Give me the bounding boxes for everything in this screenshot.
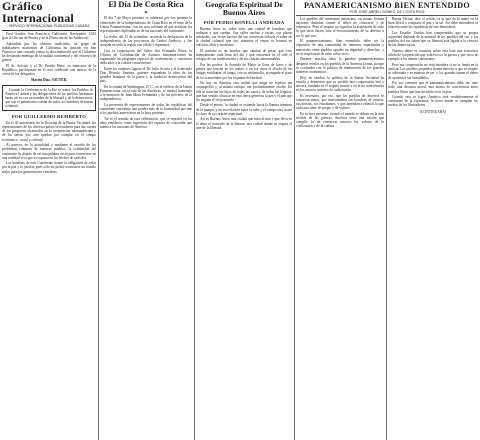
paragraph: En la ciudad de Washington, D. C., en el edificio de la Unión Panamericana, en su sala de las Américas, se rendirá homenaje a la memoria de Juan Mora Fernández y de los próceres de la independencia. bbox=[100, 84, 192, 102]
paragraph: Martín Díaz, SAUTEB. bbox=[31, 77, 67, 82]
paragraph: Pero esa cooperación no será duradera si no se funda en la justicia. Los pueblos pequeños tienen derecho a que se respete su soberanía y su manera de ser, y los grandes tienen el deber de ayudarlos sin humillarlos. bbox=[388, 63, 478, 80]
paragraph: Durante muchos años la palabra panamericanismo despertó recelos en los pueblos de la América Latina, porque se confundía con la política de dominación de los grandes intereses económicos. bbox=[296, 57, 384, 74]
paragraph: Por eso creemos que el panamericanismo debe ser, ante todo, una doctrina moral, una norma de convivencia entre pueblos libres que han decidido vivir en paz. bbox=[388, 81, 478, 94]
paragraph: Aplaudido por los obreros sindicados, un grupo de trabajadores marítimos de California ha iniciado en San Francisco una cruzada contra la discriminación que el Gobierno ha declarado enemiga de la unidad continental y del esfuerzo de guerra. bbox=[2, 41, 96, 63]
paragraph: En la hora presente, cuando el mundo se debate en la más terrible de las guerras, América tiene una misión que cumplir: la de conservar intactos los valores de la civilización y de la cultura. bbox=[296, 111, 384, 129]
section-heading: POR GUILLERMO REMBERTO bbox=[11, 113, 87, 119]
paragraph: Desde el puerto, la ciudad se extiende hacia la llanura inmensa de la pampa, y en esa relación entre la urbe y el campo está acaso la clave de su carácter espiritual. bbox=[196, 103, 292, 116]
paragraph: Nuestro deber es construir sobre esta base una estructura sólida de cooperación que sobreviva a la guerra y que sirva de ejemplo a los demás continentes. bbox=[388, 49, 478, 62]
paragraph: Los Estados Unidos han comprendido que su propia seguridad depende de la amistad de los pueblos del sur, y los pueblos del sur saben que su libertad está ligada a la victoria de las democracias. bbox=[388, 30, 478, 48]
column-panamericanismo-1 bbox=[296, 17, 384, 440]
paragraph: Tal es el sentido de esta celebración, que se repetirá en los años venideros como expresión del espíritu de concordia que anima a las naciones de América. bbox=[100, 116, 192, 130]
boxed-notice-text: Cuando la Conferencia de la Paz se reúna, los Pueblos de América Central y las delegaciones de los pueblos hermanos harán oír su voz en nombre de la libertad y de la democracia, que son el patrimonio común de todos los hombres de buena voluntad. bbox=[5, 87, 93, 109]
column-panamericanismo-2 bbox=[388, 17, 478, 440]
paragraph: Buenos Aires es, sobre todo, una ciudad de hombres que trabajan y que sueñan. Sus calles anchas y rectas, sus plazas arboladas, sus viejos barrios del sur conservan todavía el sabor de la ciudad colonial que fue, mientras el centro se levanta en edificios altos y modernos. bbox=[196, 26, 292, 48]
column-divider bbox=[98, 0, 99, 440]
paragraph: Entre los oradores figuran el Dr. Julio Acosta y el licenciado Don Ricardo Jiménez, quienes expondrán la obra de los grandes hombres de la patria y la tradición democrática del país. bbox=[100, 66, 192, 84]
column-divider bbox=[294, 0, 295, 440]
article-title: Gráfico Internacional bbox=[2, 0, 74, 25]
paragraph: El panamericanismo, bien entendido, debe ser la expresión de una comunidad de intereses espirituales y materiales entre pueblos iguales en dignidad y derechos, y no la imposición de unos sobre otros. bbox=[296, 39, 384, 56]
paragraph: Cuando esto se logre, América será verdaderamente el continente de la esperanza, la tierra donde se cumplan los sueños de los libertadores. bbox=[388, 95, 478, 108]
header-rule bbox=[296, 15, 478, 16]
paragraph: Los hombres de este Continente tienen la obligación de velar por la paz y la justicia, pues sólo así podrá construirse un mundo mejor para las generaciones venideras. bbox=[2, 161, 96, 174]
paragraph: Es necesario, por eso, que los pueblos de América se conozcan mejor, que intercambien sus hombres de ciencia, sus artistas, sus estudiantes, y que aprendan a estimar lo que cada uno tiene de propio y de valioso. bbox=[296, 93, 384, 111]
paragraph: Los pueblos del continente americano, en cuanto forman naciones distintas, tienen el deber de conocerse y de respetarse. Pero el respeto no significa la aceptación de todo lo que otros hacen, sino el reconocimiento de su derecho a ser lo que son. bbox=[296, 17, 384, 38]
article-byline: POR PEDRO BONELLI ANDRADA bbox=[203, 19, 285, 25]
column-geografia-espiritual bbox=[196, 0, 292, 440]
paragraph: Por las noches, la Avenida de Mayo se llena de luces y de gentes que buscan en los teatros y en los cines el olvido de las fatigas cotidianas; el tango, con su melancolía, acompaña el paso de los transeúntes por las esquinas del arrabal. bbox=[196, 63, 292, 80]
column-dia-de-costa-rica bbox=[100, 0, 192, 440]
article-title: PANAMERICANISMO BIEN ENTENDIDO bbox=[303, 1, 471, 10]
column-grafico-internacional bbox=[2, 0, 96, 440]
paragraph: Así es Buenos Aires: una ciudad que mira al mar y que lleva en el alma el recuerdo de la llanura, una ciudad donde se respira el aire de la libertad. bbox=[196, 117, 292, 130]
article-byline: POR JOSÉ ABREU GÓMEZ, DE COSTA RICA bbox=[349, 10, 425, 14]
column-divider bbox=[386, 17, 387, 440]
column-header bbox=[2, 0, 96, 31]
paragraph: El porteño es un hombre que camina de prisa, que vive intensamente cada hora del día y que encuentra en el café el refugio de sus meditaciones y de sus charlas interminables. bbox=[196, 49, 292, 62]
paragraph: Fred Guedes, San Francisco, California. Noviembre, 1943 (por la Oficina de Prensa y de la Dirección de las Américas). bbox=[2, 31, 96, 41]
paragraph: Hoy, en cambio, la política de la Buena Vecindad ha venido a demostrar que es posible una cooperación leal y sincera, fundada en el respeto mutuo y en la no intervención en los asuntos internos de cada nación. bbox=[296, 75, 384, 92]
continued-notice: (CONTINUARÁ) bbox=[419, 109, 447, 114]
column-divider bbox=[194, 0, 195, 440]
paragraph: Con la cooperación del Señor don Fernando Pérez, la Oficina de Coordinación de Asuntos Interamericanos ha organizado un programa especial de conferencias y conciertos dedicados a la cultura costarricense. bbox=[100, 48, 192, 65]
article-title: Geografía Espiritual De Buenos Aires bbox=[205, 0, 283, 18]
ornament-icon: ✦ bbox=[143, 10, 149, 17]
article-title: El Día De Costa Rica bbox=[108, 0, 184, 9]
paragraph: En el 40 aniversario de la Doctrina de la Buena Vecindad, los representantes de los diversos países se reunieron para dar cuenta de los progresos alcanzados en la cooperación interamericana y de las tareas que aún quedan por cumplir en el campo económico, social y cultural. bbox=[2, 120, 96, 142]
paragraph: El Sr. Arévalo y el Dr. Pereda Pérez, ex ministros de la República, participaron en el acto celebrado con motivo de la visita de los delegados. bbox=[2, 64, 96, 77]
article-subtitle: SERVICIO INTERNACIONAL PUBLICIDAD CANADÁ bbox=[8, 24, 90, 28]
paragraph: La fecha, del 15 de setiembre, recuerda la declaración de la independencia de las provincias de Centro América, y fue acogida en toda la región con júbilo y esperanza. bbox=[100, 34, 192, 47]
paragraph: El día 7 de Mayo próximo se celebrará por vez primera la efemérides de la independencia de Costa Rica en el seno de la Unión Panamericana, con un acto solemne al que asistirán los representantes diplomáticos de las naciones del continente. bbox=[100, 16, 192, 33]
paragraph: Al parecer, en la actualidad y mediante el estudio de los problemas comunes de nuestros pueblos, la solidaridad del continente ha dejado de ser una palabra vacía para convertirse en una realidad viva que se expresa en los hechos de cada día. bbox=[2, 143, 96, 160]
paragraph: No hay en América otra ciudad que tenga un espíritu tan cosmopolita y, al mismo tiempo, tan profundamente criollo. En ella se mezclan los hijos de todas las razas y de todas las lenguas, que han venido a buscar en esta tierra generosa la paz y el pan que les negaba el viejo mundo. bbox=[196, 81, 292, 102]
paragraph: La presencia de representantes de todas las repúblicas del continente constituye una prueba más de la fraternidad que une a los pueblos americanos en la hora presente. bbox=[100, 102, 192, 116]
boxed-notice bbox=[2, 85, 96, 111]
paragraph: Buena Vecina, dice el refrán, es la que da la mano en la hora difícil y comparte el pan y la sal. Así debe entenderse la relación entre las repúblicas de este hemisferio. bbox=[388, 17, 478, 30]
